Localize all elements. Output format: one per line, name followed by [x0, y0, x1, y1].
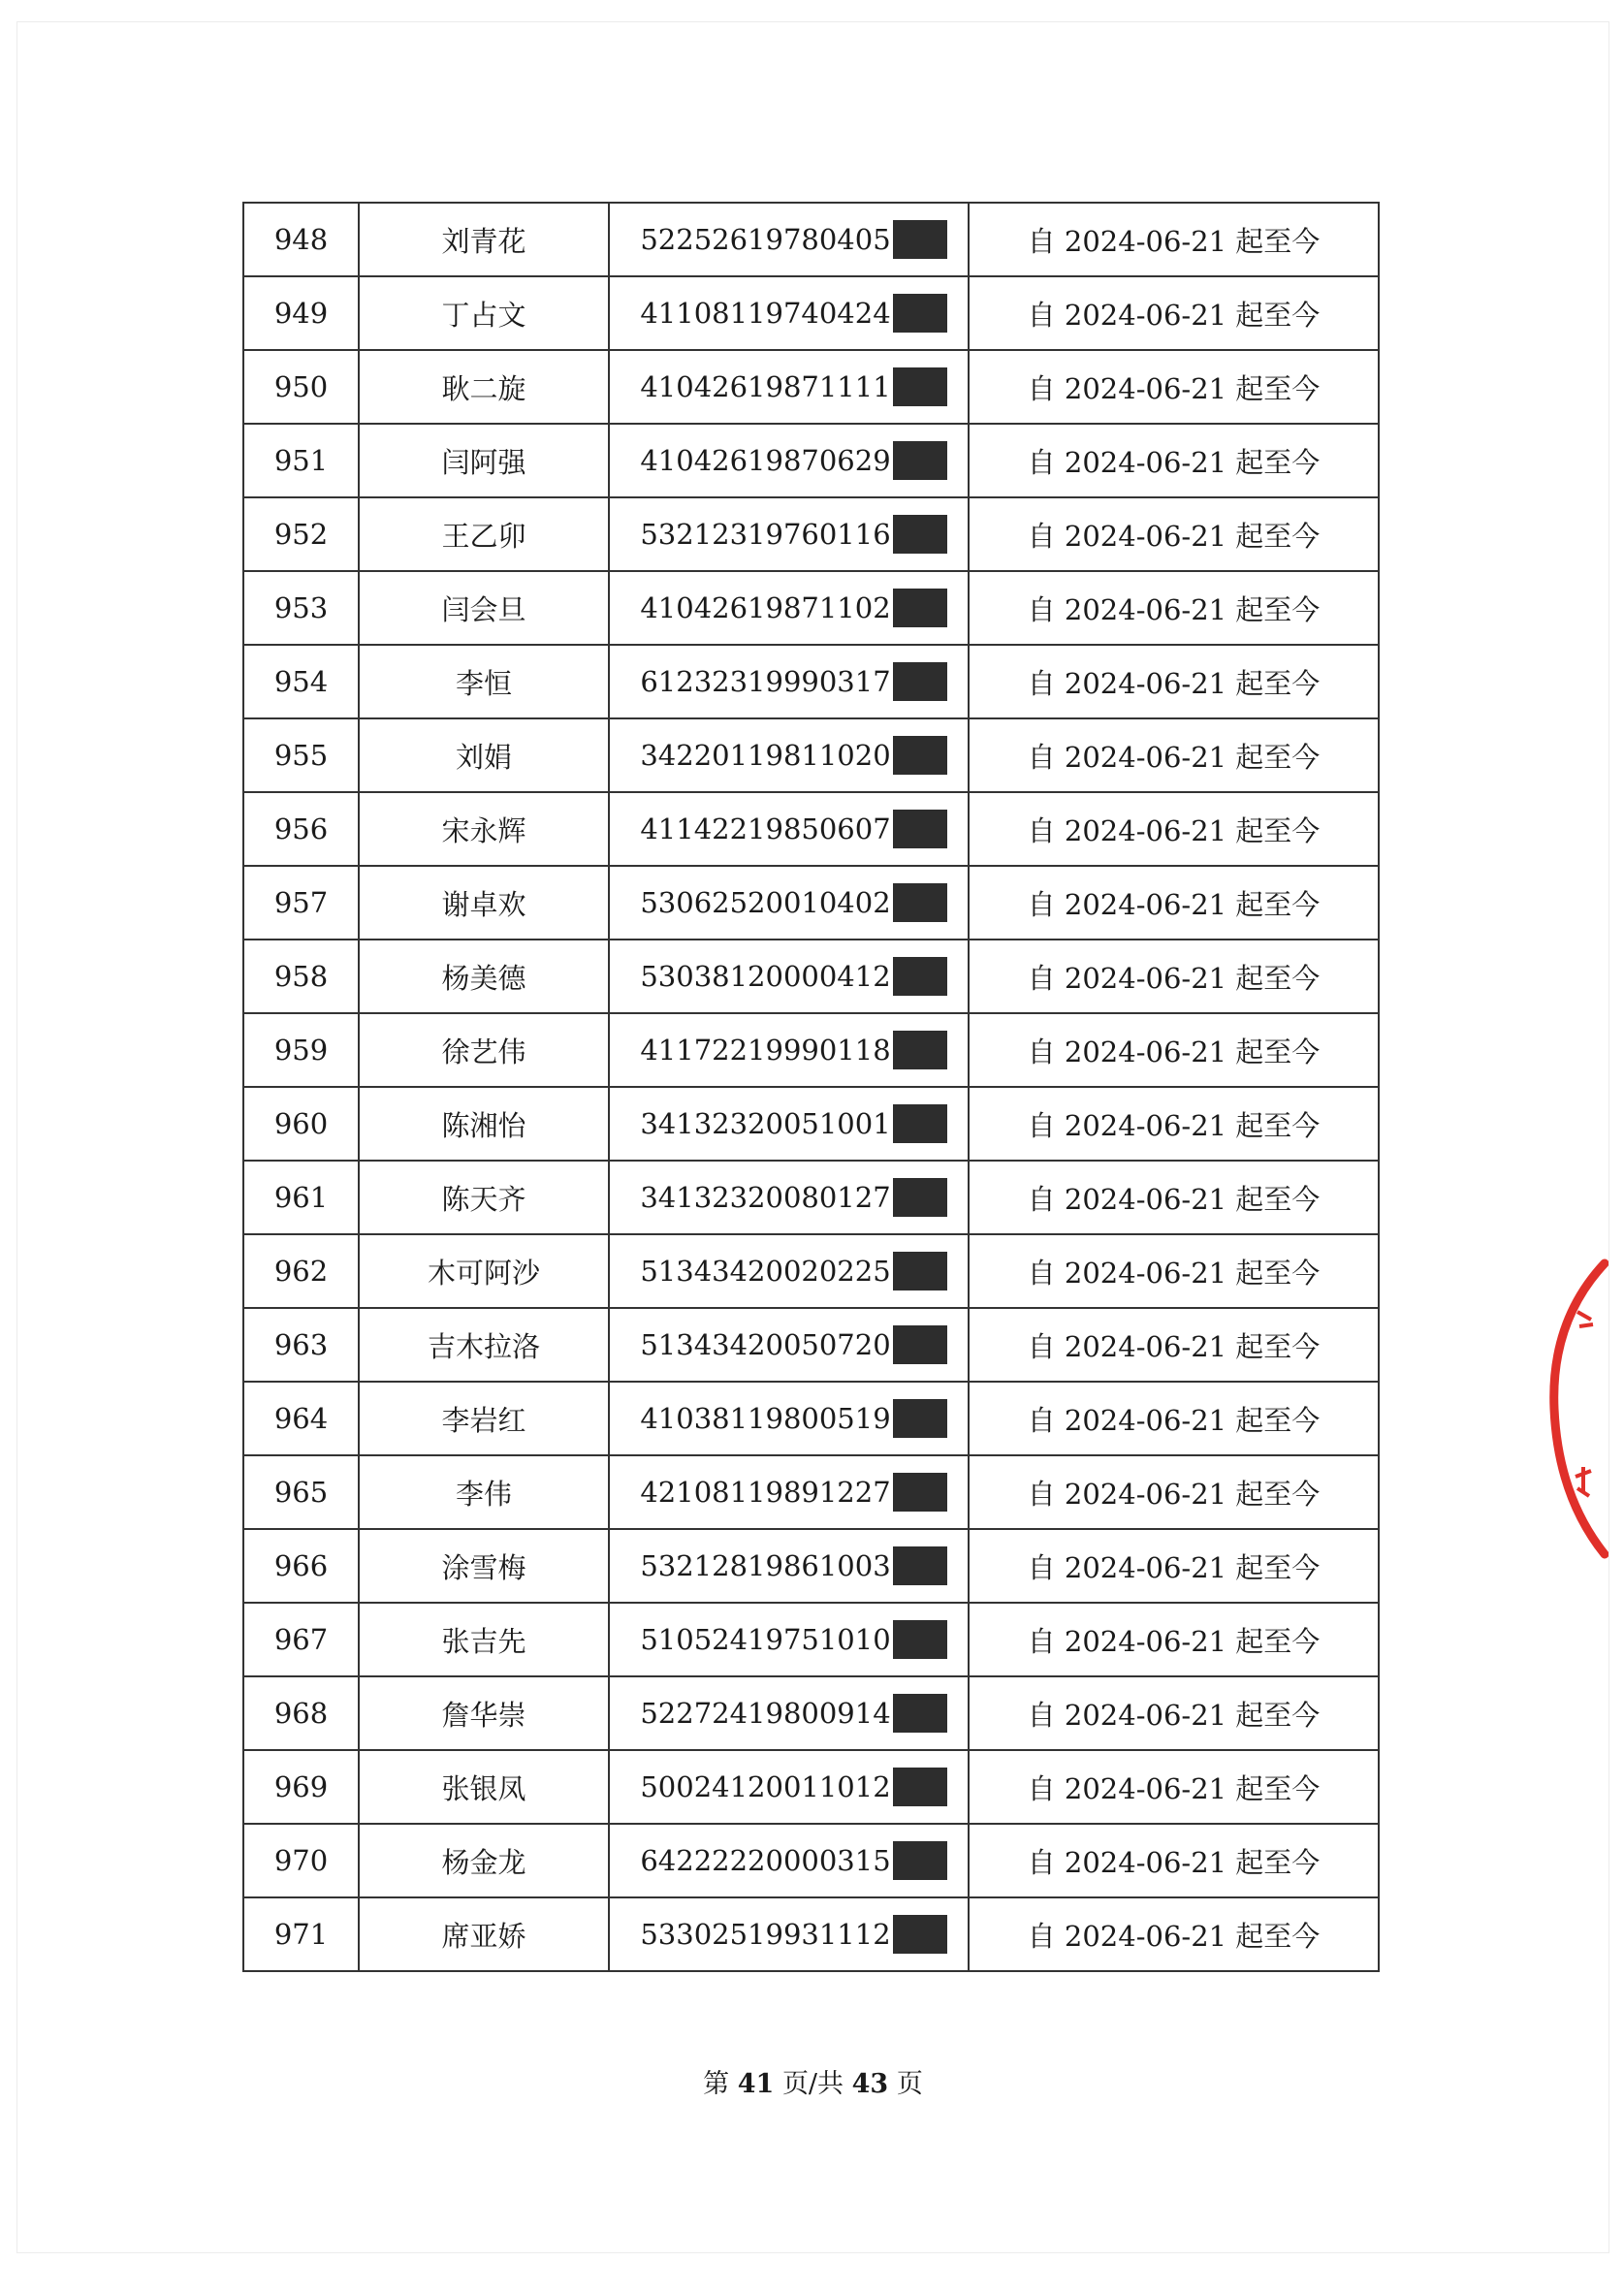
- table-row: [243, 1455, 1379, 1529]
- official-seal-fragment: [1521, 1244, 1608, 1574]
- id-number: 41108119740424: [640, 297, 891, 330]
- row-number: 967: [243, 1603, 359, 1676]
- id-number-wrap: [640, 883, 946, 922]
- footer-suffix: 页: [896, 2069, 923, 2099]
- id-number-wrap: [640, 220, 946, 259]
- redaction-block: [893, 1031, 947, 1069]
- id-number-wrap: [640, 1104, 946, 1143]
- footer-total-pages: 43: [851, 2069, 889, 2099]
- id-number: 53302519931112: [640, 1918, 891, 1951]
- person-name: 刘青花: [359, 203, 609, 276]
- redaction-block: [893, 294, 947, 333]
- id-number-wrap: [640, 1915, 946, 1954]
- id-number: 50024120011012: [640, 1770, 891, 1803]
- person-name: 李恒: [359, 645, 609, 718]
- table-row: [243, 1750, 1379, 1824]
- id-number-wrap: [640, 1473, 946, 1512]
- effective-period: 自 2024-06-21 起至今: [969, 940, 1379, 1013]
- person-name: 涂雪梅: [359, 1529, 609, 1603]
- id-number-cell: [609, 718, 969, 792]
- id-number: 52252619780405: [640, 223, 891, 256]
- table-row: [243, 350, 1379, 424]
- id-number-wrap: [640, 810, 946, 848]
- id-number-wrap: [640, 1252, 946, 1290]
- id-number: 53212819861003: [640, 1549, 891, 1582]
- effective-period: 自 2024-06-21 起至今: [969, 1455, 1379, 1529]
- footer-prefix: 第: [703, 2069, 730, 2099]
- id-number-wrap: [640, 1620, 946, 1659]
- redaction-block: [893, 957, 947, 996]
- table-row: [243, 718, 1379, 792]
- id-number-wrap: [640, 1546, 946, 1585]
- redaction-block: [893, 589, 947, 627]
- row-number: 961: [243, 1161, 359, 1234]
- effective-period: 自 2024-06-21 起至今: [969, 1308, 1379, 1382]
- id-number-wrap: [640, 441, 946, 480]
- id-number-wrap: [640, 662, 946, 701]
- redaction-block: [893, 220, 947, 259]
- id-number: 61232319990317: [640, 665, 891, 698]
- id-number-cell: [609, 1161, 969, 1234]
- id-number-cell: [609, 571, 969, 645]
- redaction-block: [893, 441, 947, 480]
- person-name: 王乙卯: [359, 497, 609, 571]
- effective-period: 自 2024-06-21 起至今: [969, 718, 1379, 792]
- effective-period: 自 2024-06-21 起至今: [969, 1750, 1379, 1824]
- row-number: 954: [243, 645, 359, 718]
- id-number: 41038119800519: [640, 1402, 891, 1435]
- id-number: 53062520010402: [640, 886, 891, 919]
- id-number: 41142219850607: [640, 812, 891, 845]
- id-number: 51052419751010: [640, 1623, 891, 1656]
- redaction-block: [893, 515, 947, 554]
- row-number: 951: [243, 424, 359, 497]
- row-number: 965: [243, 1455, 359, 1529]
- row-number: 971: [243, 1897, 359, 1971]
- table-row: [243, 276, 1379, 350]
- row-number: 970: [243, 1824, 359, 1897]
- row-number: 956: [243, 792, 359, 866]
- table-row: [243, 1897, 1379, 1971]
- row-number: 949: [243, 276, 359, 350]
- row-number: 968: [243, 1676, 359, 1750]
- table-row: [243, 571, 1379, 645]
- personnel-table: [242, 202, 1380, 1972]
- table-row: [243, 1382, 1379, 1455]
- effective-period: 自 2024-06-21 起至今: [969, 571, 1379, 645]
- id-number-wrap: [640, 1841, 946, 1880]
- id-number: 41042619870629: [640, 444, 891, 477]
- id-number: 41042619871102: [640, 591, 891, 624]
- footer-current-page: 41: [737, 2069, 775, 2099]
- table-row: [243, 1161, 1379, 1234]
- table-row: [243, 1824, 1379, 1897]
- id-number: 51343420020225: [640, 1255, 891, 1288]
- id-number-cell: [609, 1013, 969, 1087]
- table-row: [243, 424, 1379, 497]
- row-number: 959: [243, 1013, 359, 1087]
- redaction-block: [893, 810, 947, 848]
- id-number-cell: [609, 1676, 969, 1750]
- id-number-wrap: [640, 367, 946, 406]
- person-name: 詹华崇: [359, 1676, 609, 1750]
- id-number-cell: [609, 350, 969, 424]
- id-number-cell: [609, 1824, 969, 1897]
- id-number: 51343420050720: [640, 1328, 891, 1361]
- id-number-wrap: [640, 1178, 946, 1217]
- id-number-cell: [609, 1603, 969, 1676]
- effective-period: 自 2024-06-21 起至今: [969, 203, 1379, 276]
- effective-period: 自 2024-06-21 起至今: [969, 1234, 1379, 1308]
- person-name: 张吉先: [359, 1603, 609, 1676]
- effective-period: 自 2024-06-21 起至今: [969, 1382, 1379, 1455]
- id-number: 34132320051001: [640, 1107, 891, 1140]
- redaction-block: [893, 1546, 947, 1585]
- redaction-block: [893, 1768, 947, 1806]
- redaction-block: [893, 1104, 947, 1143]
- id-number-wrap: [640, 1694, 946, 1733]
- id-number: 53038120000412: [640, 960, 891, 993]
- row-number: 964: [243, 1382, 359, 1455]
- person-name: 吉木拉洛: [359, 1308, 609, 1382]
- redaction-block: [893, 1620, 947, 1659]
- id-number-wrap: [640, 294, 946, 333]
- row-number: 950: [243, 350, 359, 424]
- id-number-cell: [609, 1308, 969, 1382]
- id-number-cell: [609, 276, 969, 350]
- person-name: 木可阿沙: [359, 1234, 609, 1308]
- person-name: 谢卓欢: [359, 866, 609, 940]
- table-row: [243, 645, 1379, 718]
- redaction-block: [893, 1178, 947, 1217]
- row-number: 948: [243, 203, 359, 276]
- id-number-cell: [609, 1087, 969, 1161]
- id-number-cell: [609, 866, 969, 940]
- table-row: [243, 792, 1379, 866]
- id-number: 64222220000315: [640, 1844, 891, 1877]
- row-number: 957: [243, 866, 359, 940]
- redaction-block: [893, 736, 947, 775]
- id-number-wrap: [640, 736, 946, 775]
- effective-period: 自 2024-06-21 起至今: [969, 866, 1379, 940]
- id-number: 41042619871111: [640, 370, 891, 403]
- row-number: 958: [243, 940, 359, 1013]
- effective-period: 自 2024-06-21 起至今: [969, 1013, 1379, 1087]
- table-body: [243, 203, 1379, 1971]
- table-row: [243, 497, 1379, 571]
- effective-period: 自 2024-06-21 起至今: [969, 1161, 1379, 1234]
- table-row: [243, 940, 1379, 1013]
- person-name: 陈天齐: [359, 1161, 609, 1234]
- id-number: 41172219990118: [640, 1034, 891, 1067]
- person-name: 陈湘怡: [359, 1087, 609, 1161]
- effective-period: 自 2024-06-21 起至今: [969, 350, 1379, 424]
- id-number-wrap: [640, 1768, 946, 1806]
- person-name: 宋永辉: [359, 792, 609, 866]
- redaction-block: [893, 1694, 947, 1733]
- table-row: [243, 1308, 1379, 1382]
- effective-period: 自 2024-06-21 起至今: [969, 1676, 1379, 1750]
- table-row: [243, 1676, 1379, 1750]
- row-number: 952: [243, 497, 359, 571]
- redaction-block: [893, 1841, 947, 1880]
- id-number-wrap: [640, 589, 946, 627]
- person-name: 耿二旋: [359, 350, 609, 424]
- redaction-block: [893, 1325, 947, 1364]
- effective-period: 自 2024-06-21 起至今: [969, 497, 1379, 571]
- id-number-cell: [609, 940, 969, 1013]
- table-row: [243, 866, 1379, 940]
- effective-period: 自 2024-06-21 起至今: [969, 792, 1379, 866]
- redaction-block: [893, 1252, 947, 1290]
- document-page: [16, 21, 1609, 2253]
- person-name: 李岩红: [359, 1382, 609, 1455]
- row-number: 963: [243, 1308, 359, 1382]
- id-number-wrap: [640, 1399, 946, 1438]
- person-name: 张银凤: [359, 1750, 609, 1824]
- person-name: 丁占文: [359, 276, 609, 350]
- id-number: 53212319760116: [640, 518, 891, 551]
- person-name: 闫阿强: [359, 424, 609, 497]
- id-number: 52272419800914: [640, 1697, 891, 1730]
- redaction-block: [893, 883, 947, 922]
- effective-period: 自 2024-06-21 起至今: [969, 1603, 1379, 1676]
- person-name: 刘娟: [359, 718, 609, 792]
- id-number-wrap: [640, 957, 946, 996]
- id-number-cell: [609, 1455, 969, 1529]
- id-number: 34220119811020: [640, 739, 891, 772]
- table-row: [243, 1087, 1379, 1161]
- table-row: [243, 1013, 1379, 1087]
- id-number: 34132320080127: [640, 1181, 891, 1214]
- table-row: [243, 1234, 1379, 1308]
- id-number-cell: [609, 1234, 969, 1308]
- row-number: 969: [243, 1750, 359, 1824]
- person-name: 杨美德: [359, 940, 609, 1013]
- id-number-cell: [609, 424, 969, 497]
- person-name: 席亚娇: [359, 1897, 609, 1971]
- person-name: 徐艺伟: [359, 1013, 609, 1087]
- id-number-wrap: [640, 1031, 946, 1069]
- id-number-cell: [609, 1382, 969, 1455]
- effective-period: 自 2024-06-21 起至今: [969, 1087, 1379, 1161]
- row-number: 955: [243, 718, 359, 792]
- table-row: [243, 203, 1379, 276]
- table-row: [243, 1529, 1379, 1603]
- id-number-wrap: [640, 515, 946, 554]
- effective-period: 自 2024-06-21 起至今: [969, 645, 1379, 718]
- effective-period: 自 2024-06-21 起至今: [969, 1824, 1379, 1897]
- redaction-block: [893, 1915, 947, 1954]
- id-number-cell: [609, 792, 969, 866]
- id-number-cell: [609, 497, 969, 571]
- person-name: 杨金龙: [359, 1824, 609, 1897]
- person-name: 闫会旦: [359, 571, 609, 645]
- page-footer: [17, 2062, 1608, 2100]
- id-number-cell: [609, 1529, 969, 1603]
- redaction-block: [893, 662, 947, 701]
- id-number-cell: [609, 645, 969, 718]
- effective-period: 自 2024-06-21 起至今: [969, 1529, 1379, 1603]
- row-number: 966: [243, 1529, 359, 1603]
- row-number: 960: [243, 1087, 359, 1161]
- redaction-block: [893, 1399, 947, 1438]
- id-number-cell: [609, 1897, 969, 1971]
- row-number: 962: [243, 1234, 359, 1308]
- person-name: 李伟: [359, 1455, 609, 1529]
- redaction-block: [893, 1473, 947, 1512]
- effective-period: 自 2024-06-21 起至今: [969, 276, 1379, 350]
- id-number-wrap: [640, 1325, 946, 1364]
- footer-middle: 页/共: [781, 2069, 844, 2099]
- table-row: [243, 1603, 1379, 1676]
- redaction-block: [893, 367, 947, 406]
- row-number: 953: [243, 571, 359, 645]
- effective-period: 自 2024-06-21 起至今: [969, 424, 1379, 497]
- effective-period: 自 2024-06-21 起至今: [969, 1897, 1379, 1971]
- id-number-cell: [609, 203, 969, 276]
- id-number-cell: [609, 1750, 969, 1824]
- id-number: 42108119891227: [640, 1476, 891, 1509]
